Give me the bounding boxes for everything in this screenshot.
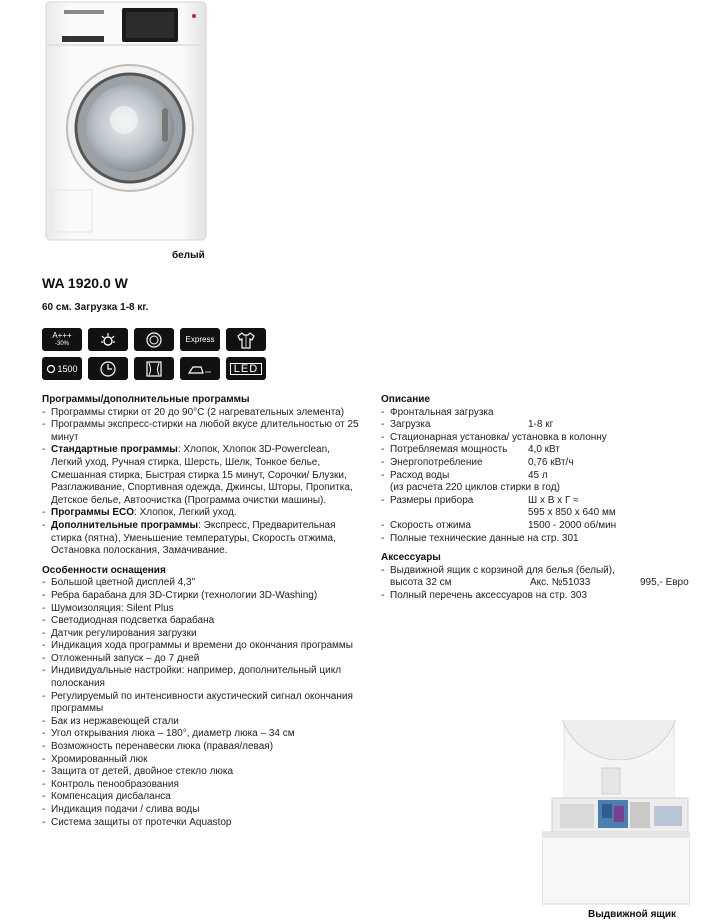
energy-class-label: A+++	[52, 330, 72, 340]
right-column	[381, 394, 711, 603]
spec-row	[381, 457, 711, 470]
spec-value: 595 х 850 х 640 мм	[528, 507, 616, 519]
std-programs-text: : Хлопок, Хлопок 3D-Powerclean, Легкий уход, Ручная стирка, Шерсть, Шелк, Тонкое белье, Смешанная стирка, Быстрая стирка 15 минут, Сорочки/ Блузки, Разглаживание, Спортивная одежда, Джинсы, Шторы, Пропитка, Детское белье, Автоочистка (Программа очистки машины).	[51, 444, 353, 506]
program-item-1: Программы стирки от 20 до 90°С (2 нагревательных элемента)	[51, 406, 345, 418]
machine-color-caption: белый	[172, 250, 205, 261]
list-item: - Бак из нержавеющей стали	[42, 716, 360, 729]
spec-value: 45 л	[528, 469, 548, 481]
list-item: - Ребра барабана для 3D-Стирки (технологии 3D-Washing)	[42, 590, 360, 603]
spin-speed-icon	[42, 357, 82, 380]
model-title: WA 1920.0 W	[42, 275, 128, 291]
list-item: - Светодиодная подсветка барабана	[42, 615, 360, 628]
feature-icons	[42, 328, 268, 380]
list-item: - Индикация подачи / слива воды	[42, 804, 360, 817]
accessory-price: 995,- Евро	[640, 577, 689, 589]
express-label: Express	[185, 334, 215, 344]
programs-list	[42, 407, 360, 558]
list-item	[42, 407, 360, 420]
accessory-height: высота 32 см	[390, 577, 452, 589]
list-item	[42, 507, 360, 520]
drawer-caption: Выдвижной ящик	[588, 909, 676, 920]
spec-value: 1-8 кг	[528, 419, 554, 431]
eco-programs-label: Программы ECO	[51, 507, 135, 519]
list-item: - Система защиты от протечки Aquastop	[42, 817, 360, 830]
shirt-icon	[226, 328, 266, 351]
energy-class-sub: -30%	[54, 340, 69, 347]
list-item: - Отложенный запуск – до 7 дней	[42, 653, 360, 666]
extra-programs-text: : Экспресс, Предварительная стирка (пятна), Уменьшение температуры, Скорость отжима, Остановка полоскания, Замачивание.	[51, 519, 336, 557]
model-subtitle: 60 см. Загрузка 1-8 кг.	[42, 302, 149, 313]
features-list	[42, 577, 360, 829]
list-item: - Возможность перенавески люка (правая/левая)	[42, 741, 360, 754]
list-item: - Полный перечень аксессуаров на стр. 303	[381, 590, 711, 603]
list-item: - Контроль пенообразования	[42, 779, 360, 792]
spec-label: Энергопотребление	[390, 456, 483, 468]
spec-row	[381, 520, 711, 533]
std-programs-label: Стандартные программы	[51, 444, 178, 456]
iron-icon	[180, 357, 220, 380]
list-item: - Большой цветной дисплей 4,3"	[42, 577, 360, 590]
led-icon	[226, 357, 266, 380]
accessories-list	[381, 565, 711, 603]
drum-light-icon	[88, 328, 128, 351]
program-item-2: Программы экспресс-стирки на любой вкусе длительностью от 25 минут	[51, 419, 359, 443]
spec-value: 0,76 кВт/ч	[528, 456, 574, 468]
left-column	[42, 394, 360, 829]
description-list	[381, 407, 711, 546]
list-item: - Регулируемый по интенсивности акустический сигнал окончания программы	[42, 691, 360, 716]
spin-speed-label: 1500	[57, 363, 78, 374]
list-item	[42, 419, 360, 444]
list-item: - Датчик регулирования загрузки	[42, 628, 360, 641]
drawer-image	[542, 720, 690, 908]
spec-label: Расход воды	[390, 469, 450, 481]
list-item: - Хромированный люк	[42, 754, 360, 767]
spec-value: 1500 - 2000 об/мин	[528, 519, 617, 531]
eco-programs-text: : Хлопок, Легкий уход.	[134, 507, 237, 519]
spec-label: Потребляемая мощность	[390, 444, 508, 456]
timer-icon	[88, 357, 128, 380]
drum-3d-icon	[134, 328, 174, 351]
energy-class-icon	[42, 328, 82, 351]
spec-row	[381, 444, 711, 457]
spec-note: (из расчета 220 циклов стирки в год)	[390, 482, 560, 494]
spec-value: Ш х В х Г ≈	[528, 494, 579, 506]
spec-row	[381, 495, 711, 520]
list-item: - Фронтальная загрузка	[381, 407, 711, 420]
list-item: - Стационарная установка/ установка в колонну	[381, 432, 711, 445]
list-item: - Полные технические данные на стр. 301	[381, 533, 711, 546]
accessory-code: Акс. №51033	[530, 577, 591, 589]
spec-row	[381, 419, 711, 432]
spec-label: Загрузка	[390, 419, 431, 431]
list-item: - Угол открывания люка – 180°, диаметр люка – 34 см	[42, 728, 360, 741]
list-item: - Компенсация дисбаланса	[42, 791, 360, 804]
spec-label: Размеры прибора	[390, 494, 474, 506]
list-item: - Защита от детей, двойное стекло люка	[42, 766, 360, 779]
spec-row	[381, 470, 711, 495]
extra-programs-label: Дополнительные программы	[51, 519, 199, 531]
accessory-name: Выдвижной ящик с корзиной для белья (белый),	[390, 564, 615, 576]
washing-machine-image	[44, 0, 209, 244]
list-item	[381, 565, 711, 590]
list-item	[42, 444, 360, 507]
list-item: - Шумоизоляция: Silent Plus	[42, 603, 360, 616]
express-icon	[180, 328, 220, 351]
accessories-heading: Аксессуары	[381, 552, 441, 564]
list-item: - Индивидуальные настройки: например, дополнительный цикл полоскания	[42, 665, 360, 690]
list-item: - Индикация хода программы и времени до окончания программы	[42, 640, 360, 653]
led-label: LED	[230, 363, 262, 375]
programs-heading: Программы/дополнительные программы	[42, 394, 250, 405]
spec-value: 4,0 кВт	[528, 444, 560, 456]
description-heading: Описание	[381, 394, 430, 405]
curtains-icon	[134, 357, 174, 380]
features-heading: Особенности оснащения	[42, 564, 166, 576]
spec-label: Скорость отжима	[390, 519, 471, 531]
list-item	[42, 520, 360, 558]
